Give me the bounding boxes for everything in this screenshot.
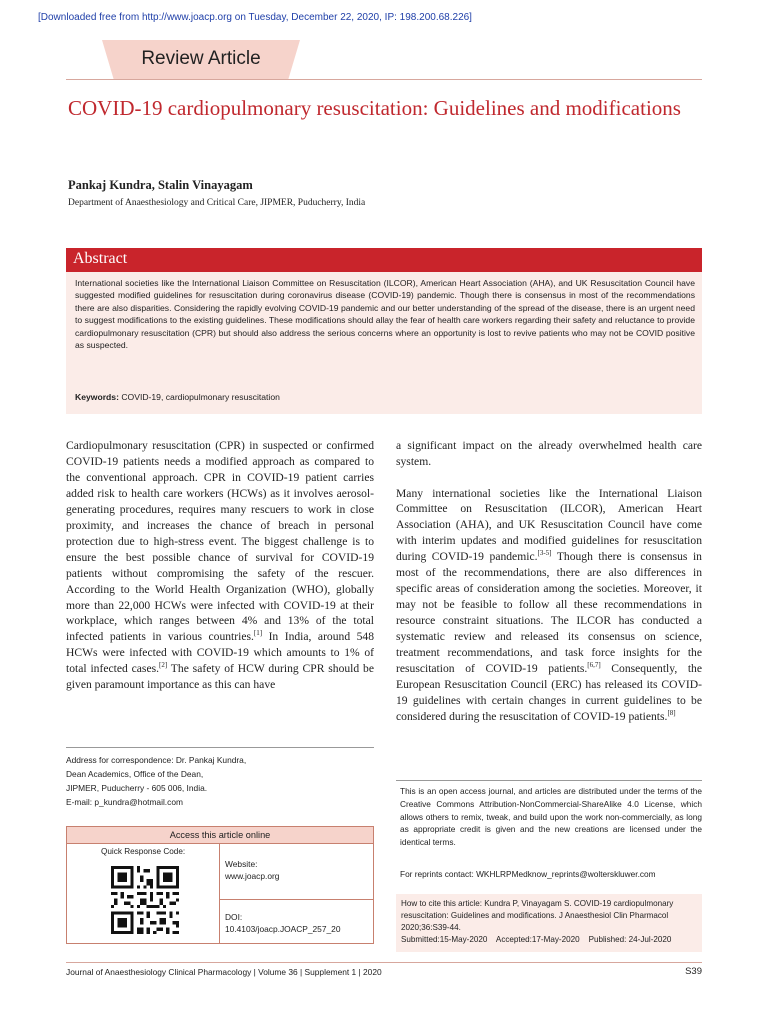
page-number: S39 [685, 966, 702, 977]
qr-code-icon[interactable] [111, 866, 179, 934]
keywords [75, 392, 695, 402]
journal-footer: Journal of Anaesthesiology Clinical Pharmacology | Volume 36 | Supplement 1 | 2020 [66, 967, 382, 977]
access-row-divider [219, 899, 373, 900]
website-label: Website: [225, 859, 258, 869]
website-link[interactable]: www.joacp.org [225, 871, 280, 881]
doi-link[interactable]: 10.4103/joacp.JOACP_257_20 [225, 924, 341, 934]
body-paragraph: Cardiopulmonary resuscitation (CPR) in suspected or confirmed COVID-19 patients needs a modified approach as compared to the conventional approach. CPR in COVID-19 patient carries added risk to health care workers (HCWs) as it involves aerosol-generating procedures, requires many rescuers to work in close proximity, and increases the chance of breach in personal protection due to high-stress event. The biggest challenge is to ensure the best possible chance of survival for COVID-19 patients without compromising the safety of the rescuer. According to the World Health Organization (WHO), globally more than 22,000 HCWs were infected with COVID-19 at their workplace, which ranges between 4% and 13% of the total infected patients in various countries.[1] In India, around 548 HCWs were infected with COVID-19 which amounts to 1% of total infected cases.[2] The safety of HCW during CPR should be given paramount importance as this can have [66, 439, 374, 692]
open-access-statement: This is an open access journal, and articles are distributed under the terms of the Creative Commons Attribution‑NonCommercial‑ShareAlike 4.0 License, which allows others to remix, tweak, and build upon the work non‑commercially, as long as appropriate credit is given and the new creations are licensed under the identical terms. [400, 786, 702, 848]
qr-label: Quick Response Code: [101, 847, 186, 856]
body-paragraph: Many international societies like the International Liaison Committee on Resuscitation (ILCOR), American Heart Association (AHA), and UK Resuscitation Council have come with interim updates and modified guidelines for resuscitation during COVID-19 pandemic.[3-5] Though there is consensus in most of the recommendations, there are also differences in specific areas of consideration among the societies. Moreover, it may not be feasible to follow all these recommendations in resource constraint situations. The ILCOR has conducted a systematic review and released its consensus on science, treatment recommendations, and task force insights for the resuscitation of COVID-19 patients.[6,7] Consequently, the European Resuscitation Council (ERC) has released its COVID-19 guidelines with certain changes in current guidelines to be considered during the resuscitation of COVID-19 patients.[8] [396, 486, 703, 723]
citation-ref[interactable]: [2] [159, 661, 168, 670]
correspondence-line: JIPMER, Puducherry - 605 006, India. [66, 783, 208, 793]
abstract-text: International societies like the International Liaison Committee on Resuscitation (ILCOR), American Heart Association (AHA), and UK Resuscitation Council have suggested modified guidelines for resuscitation during coronavirus disease (COVID-19) pandemic. Though there is consensus in most of the recommendations there are also disparities. Considering the rapidly evolving COVID-19 pandemic and our better understanding of the spread of the disease, there is an urgent need to suggest modifications to the existing guidelines. These modifications should allay the fear of health care workers regarding their safety and reluctance to provide cardiopulmonary resuscitation (CPR) but should also address the serious concerns where an opportunity is lost to revive patients who may not be COVID positive as suspected. [75, 278, 695, 351]
author-list: Pankaj Kundra, Stalin Vinayagam [68, 178, 253, 192]
citation-ref[interactable]: [3-5] [537, 549, 552, 558]
citation-box [396, 894, 702, 952]
citation-ref[interactable]: [8] [667, 708, 676, 717]
reprints-contact[interactable]: For reprints contact: WKHLRPMedknow_reprints@wolterskluwer.com [400, 869, 656, 879]
body-column-right [396, 438, 702, 740]
access-online-box [66, 826, 374, 944]
correspondence-line: Address for correspondence: Dr. Pankaj Kundra, [66, 755, 247, 765]
abstract-heading: Abstract [66, 248, 702, 272]
doi-label: DOI: [225, 912, 243, 922]
website-block [225, 858, 279, 882]
correspondence-email[interactable]: E-mail: p_kundra@hotmail.com [66, 797, 183, 807]
access-divider [219, 844, 220, 943]
body-paragraph: a significant impact on the already overwhelmed health care system. [396, 439, 702, 468]
citation-ref[interactable]: [1] [253, 629, 263, 638]
correspondence-line: Dean Academics, Office of the Dean, [66, 769, 204, 779]
citation-ref[interactable]: [6,7] [587, 661, 601, 670]
correspondence-block [66, 753, 374, 809]
affiliation: Department of Anaesthesiology and Critical Care, JIPMER, Puducherry, India [68, 198, 366, 208]
banner-divider [66, 79, 702, 80]
access-heading: Access this article online [67, 827, 373, 844]
body-column-left [66, 438, 374, 709]
open-access-divider [396, 780, 702, 781]
article-type-banner [102, 40, 300, 80]
article-title: COVID-19 cardiopulmonary resuscitation: Guidelines and modifications [68, 96, 681, 120]
doi-block [225, 911, 340, 935]
keywords-text: COVID-19, cardiopulmonary resuscitation [121, 392, 280, 402]
abstract-section [66, 248, 702, 414]
publication-dates: Submitted:15-May-2020 Accepted:17-May-2020 Published: 24-Jul-2020 [401, 935, 672, 944]
citation-text: How to cite this article: Kundra P, Vinayagam S. COVID-19 cardiopulmonary resuscitation: Guidelines and modifications. J Anaesthesiol Clin Pharmacol 2020;36:S39-44. [401, 899, 674, 932]
footer-divider [66, 962, 702, 963]
keywords-label: Keywords: [75, 392, 119, 402]
article-type-label: Review Article [141, 48, 261, 69]
correspondence-divider [66, 747, 374, 748]
download-notice: [Downloaded free from http://www.joacp.org on Tuesday, December 22, 2020, IP: 198.200.68.226] [38, 12, 472, 23]
